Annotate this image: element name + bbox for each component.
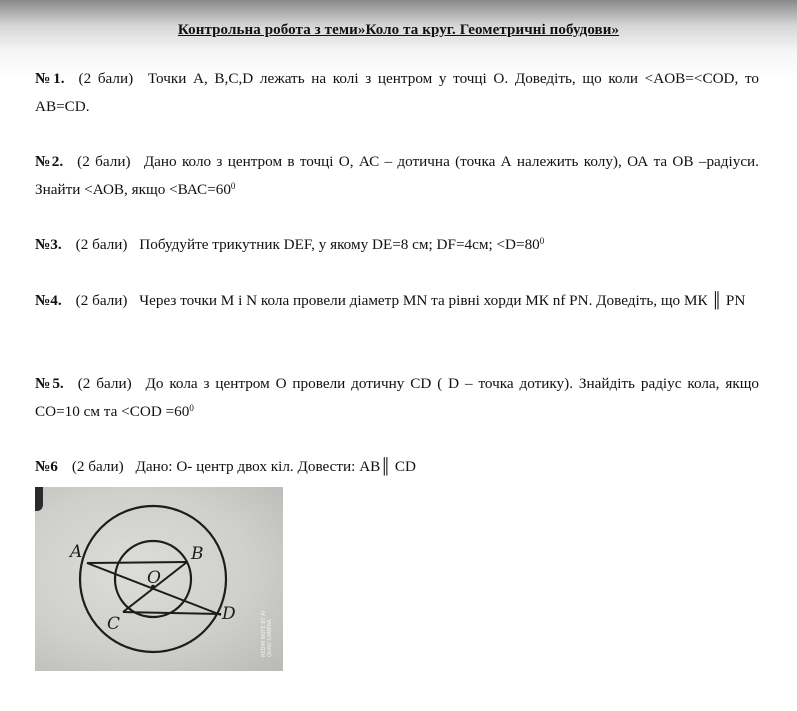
- two-circles-diagram: [35, 487, 283, 671]
- label-d: D: [222, 604, 236, 624]
- task-6: [35, 453, 759, 481]
- task-number: №2.: [35, 153, 64, 170]
- task-text: До кола з центром О провели дотичну CD ( D – точка дотику). Знайдіть радіус кола, якщо СО=10 см та <COD =60: [35, 375, 759, 420]
- task-text: Дано: О- центр двох кіл. Довести: AB║ CD: [135, 458, 416, 475]
- geometry-figure-photo: [35, 487, 283, 671]
- task-text: Через точки М і N кола провели діаметр MN та рівні хорди МК nf PN. Доведіть, що МК ║ PN: [139, 292, 746, 309]
- task-2: [35, 148, 759, 204]
- degree-superscript: 0: [230, 181, 236, 191]
- task-5: [35, 370, 759, 426]
- task-points: (2 бали): [77, 375, 132, 392]
- task-points: (2 бали): [77, 153, 131, 170]
- label-b: B: [191, 544, 204, 564]
- page-title: Контрольна робота з теми»Коло та круг. Геометричні побудови»: [177, 22, 620, 38]
- camera-watermark: REDMI NOTE 8T AI QUAD CAMERA: [261, 610, 273, 657]
- task-4: [35, 287, 759, 315]
- task-number: №1.: [35, 70, 65, 87]
- task-number: №5.: [35, 375, 64, 392]
- task-text: Побудуйте трикутник DEF, у якому DE=8 см; DF=4см; <D=80: [139, 236, 540, 253]
- task-3: [35, 231, 759, 259]
- task-1: [35, 65, 759, 121]
- task-text: Точки А, В,С,D лежать на колі з центром у точці О. Доведіть, що коли <AOB=<COD, то AB=CD.: [35, 70, 759, 115]
- degree-superscript: 0: [189, 403, 194, 413]
- task-number: №4.: [35, 292, 62, 309]
- degree-superscript: 0: [539, 236, 545, 246]
- task-points: (2 бали): [75, 292, 128, 309]
- task-points: (2 бали): [75, 236, 128, 253]
- chord-ab: [87, 562, 187, 563]
- label-a: A: [70, 542, 83, 562]
- task-number: №3.: [35, 236, 62, 253]
- task-points: (2 бали): [71, 458, 124, 475]
- task-number: №6: [35, 458, 58, 475]
- task-points: (2 бали): [78, 70, 134, 87]
- label-c: C: [107, 614, 121, 634]
- task-text: Дано коло з центром в точці О, АС – дотична (точка А належить колу), ОА та ОВ –радіуси. Знайти <АОВ, якщо <ВАС=60: [35, 153, 759, 198]
- label-o: O: [147, 568, 161, 588]
